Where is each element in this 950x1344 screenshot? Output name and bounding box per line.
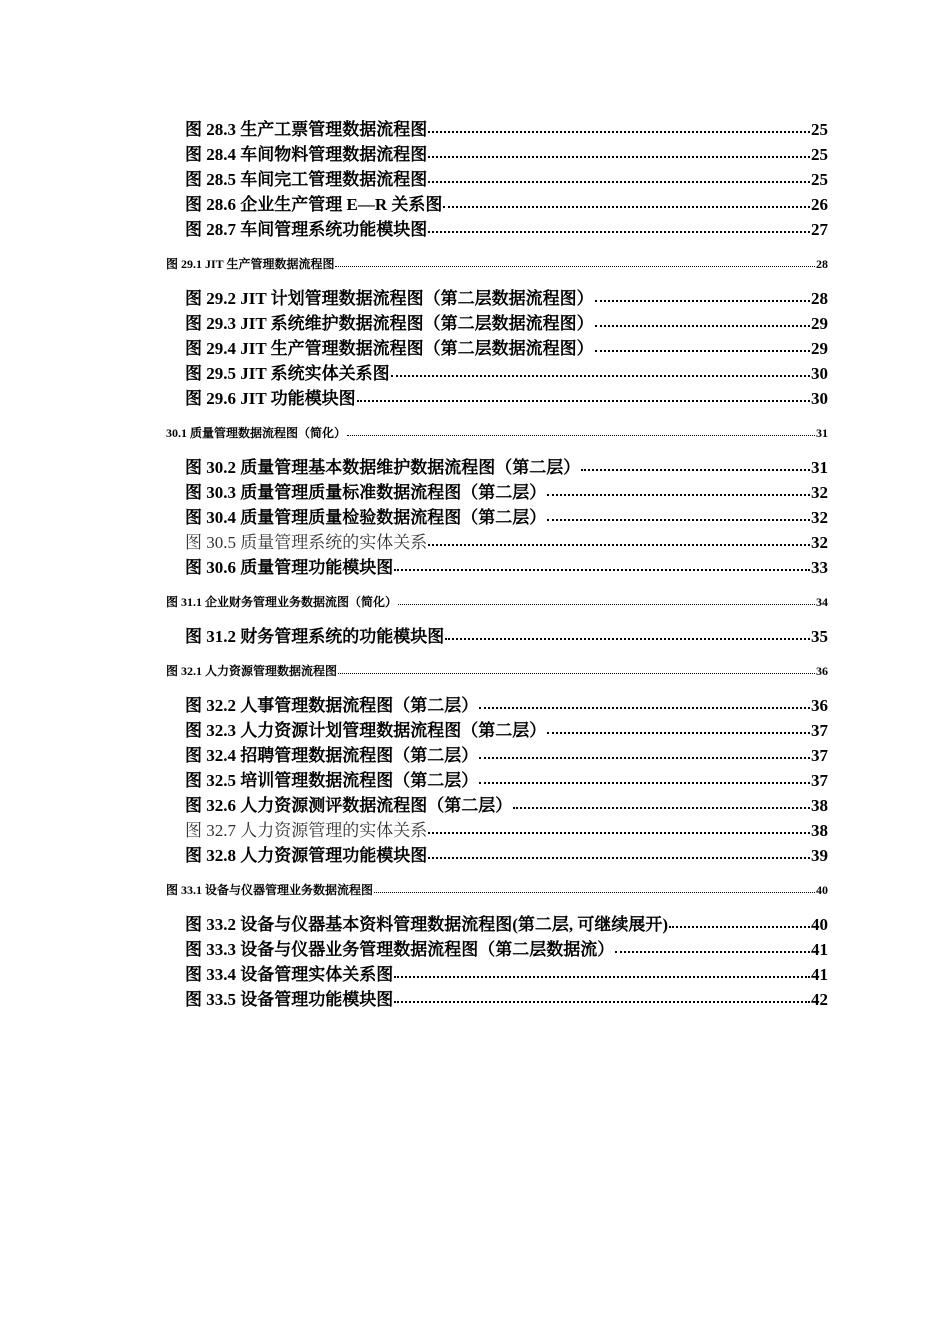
toc-entry[interactable] — [0, 480, 950, 505]
dot-leader — [374, 882, 815, 894]
toc-entry-page-number: 36 — [811, 696, 828, 715]
toc-entry[interactable] — [0, 912, 950, 937]
toc-entry[interactable] — [0, 411, 950, 455]
toc-entry[interactable] — [0, 336, 950, 361]
toc-entry[interactable] — [0, 649, 950, 693]
dot-leader — [445, 625, 810, 642]
toc-entry-title: 30.1 质量管理数据流程图（简化） — [166, 426, 347, 440]
dot-leader — [357, 387, 810, 404]
toc-entry-page-number: 26 — [811, 195, 828, 214]
toc-entry[interactable] — [0, 386, 950, 411]
toc-entry[interactable] — [0, 555, 950, 580]
toc-entry-page-number: 38 — [811, 796, 828, 815]
toc-entry-page-number: 41 — [811, 940, 828, 959]
dot-leader — [347, 425, 815, 437]
dot-leader — [479, 694, 810, 711]
dot-leader — [595, 337, 810, 354]
toc-entry-page-number: 40 — [816, 883, 828, 897]
toc-entry-title: 图 28.5 车间完工管理数据流程图 — [185, 170, 428, 189]
toc-entry[interactable] — [0, 962, 950, 987]
toc-entry-title: 图 29.1 JIT 生产管理数据流程图 — [166, 257, 335, 271]
dot-leader — [338, 663, 815, 675]
toc-entry[interactable] — [0, 743, 950, 768]
toc-entry-page-number: 34 — [816, 595, 828, 609]
toc-entry[interactable] — [0, 505, 950, 530]
toc-entry-title: 图 32.4 招聘管理数据流程图（第二层） — [185, 746, 479, 765]
dot-leader — [428, 118, 810, 135]
toc-entry[interactable] — [0, 455, 950, 480]
dot-leader — [547, 719, 810, 736]
dot-leader — [615, 938, 810, 955]
toc-entry[interactable] — [0, 987, 950, 1012]
toc-entry[interactable] — [0, 286, 950, 311]
toc-entry-title: 图 33.5 设备管理功能模块图 — [185, 990, 394, 1009]
toc-entry[interactable] — [0, 793, 950, 818]
toc-entry-page-number: 32 — [811, 533, 828, 552]
toc-entry-title: 图 32.8 人力资源管理功能模块图 — [185, 846, 428, 865]
toc-entry[interactable] — [0, 117, 950, 142]
toc-entry-title: 图 30.5 质量管理系统的实体关系 — [185, 533, 428, 552]
dot-leader — [547, 481, 810, 498]
toc-entry-title: 图 29.6 JIT 功能模块图 — [185, 389, 356, 408]
toc-entry-title: 图 33.1 设备与仪器管理业务数据流程图 — [166, 883, 374, 897]
toc-entry[interactable] — [0, 624, 950, 649]
toc-entry-page-number: 37 — [811, 721, 828, 740]
toc-entry-page-number: 28 — [811, 289, 828, 308]
toc-entry-page-number: 29 — [811, 339, 828, 358]
toc-entry[interactable] — [0, 530, 950, 555]
dot-leader — [669, 913, 810, 930]
dot-leader — [428, 819, 810, 836]
toc-entry-page-number: 28 — [816, 257, 828, 271]
toc-entry-title: 图 33.4 设备管理实体关系图 — [185, 965, 394, 984]
toc-entry-page-number: 35 — [811, 627, 828, 646]
dot-leader — [394, 556, 810, 573]
toc-entry-page-number: 33 — [811, 558, 828, 577]
toc-entry-page-number: 42 — [811, 990, 828, 1009]
toc-entry-title: 图 31.2 财务管理系统的功能模块图 — [185, 627, 445, 646]
toc-entry-page-number: 30 — [811, 389, 828, 408]
table-of-contents — [0, 117, 950, 1012]
dot-leader — [547, 506, 810, 523]
toc-entry[interactable] — [0, 361, 950, 386]
dot-leader — [398, 594, 815, 606]
dot-leader — [394, 988, 810, 1005]
dot-leader — [443, 193, 810, 210]
toc-entry-page-number: 29 — [811, 314, 828, 333]
toc-entry[interactable] — [0, 217, 950, 242]
toc-entry-page-number: 25 — [811, 120, 828, 139]
toc-entry-title: 图 29.5 JIT 系统实体关系图 — [185, 364, 390, 383]
toc-entry[interactable] — [0, 242, 950, 286]
toc-entry-page-number: 37 — [811, 746, 828, 765]
toc-entry-page-number: 27 — [811, 220, 828, 239]
dot-leader — [479, 744, 810, 761]
toc-entry-title: 图 32.7 人力资源管理的实体关系 — [185, 821, 428, 840]
toc-entry-title: 图 33.3 设备与仪器业务管理数据流程图（第二层数据流） — [185, 940, 615, 959]
toc-entry-page-number: 31 — [811, 458, 828, 477]
toc-entry-title: 图 28.4 车间物料管理数据流程图 — [185, 145, 428, 164]
toc-entry[interactable] — [0, 868, 950, 912]
toc-entry-title: 图 32.5 培训管理数据流程图（第二层） — [185, 771, 479, 790]
dot-leader — [428, 168, 810, 185]
toc-entry[interactable] — [0, 937, 950, 962]
dot-leader — [479, 769, 810, 786]
toc-entry[interactable] — [0, 142, 950, 167]
toc-entry-page-number: 36 — [816, 664, 828, 678]
toc-entry[interactable] — [0, 311, 950, 336]
toc-entry-title: 图 30.2 质量管理基本数据维护数据流程图（第二层） — [185, 458, 581, 477]
toc-entry-page-number: 38 — [811, 821, 828, 840]
dot-leader — [581, 456, 810, 473]
dot-leader — [595, 312, 810, 329]
toc-entry-page-number: 40 — [811, 915, 828, 934]
dot-leader — [391, 362, 810, 379]
toc-entry-title: 图 30.3 质量管理质量标准数据流程图（第二层） — [185, 483, 547, 502]
toc-entry-title: 图 30.6 质量管理功能模块图 — [185, 558, 394, 577]
toc-entry-page-number: 32 — [811, 483, 828, 502]
toc-entry[interactable] — [0, 693, 950, 718]
dot-leader — [428, 218, 810, 235]
toc-entry[interactable] — [0, 818, 950, 843]
dot-leader — [513, 794, 810, 811]
toc-entry-title: 图 28.7 车间管理系统功能模块图 — [185, 220, 428, 239]
toc-entry-title: 图 29.4 JIT 生产管理数据流程图（第二层数据流程图） — [185, 339, 594, 358]
toc-entry-title: 图 28.3 生产工票管理数据流程图 — [185, 120, 428, 139]
toc-entry-page-number: 32 — [811, 508, 828, 527]
toc-entry-title: 图 32.2 人事管理数据流程图（第二层） — [185, 696, 479, 715]
dot-leader — [394, 963, 810, 980]
toc-entry-title: 图 32.6 人力资源测评数据流程图（第二层） — [185, 796, 513, 815]
toc-entry-page-number: 30 — [811, 364, 828, 383]
dot-leader — [335, 256, 815, 268]
dot-leader — [428, 143, 810, 160]
toc-entry-title: 图 29.2 JIT 计划管理数据流程图（第二层数据流程图） — [185, 289, 594, 308]
toc-entry-page-number: 25 — [811, 145, 828, 164]
toc-entry-title: 图 33.2 设备与仪器基本资料管理数据流程图(第二层, 可继续展开) — [185, 915, 669, 934]
toc-entry[interactable] — [0, 718, 950, 743]
toc-entry-title: 图 28.6 企业生产管理 E—R 关系图 — [185, 195, 443, 214]
toc-entry[interactable] — [0, 167, 950, 192]
toc-entry-page-number: 39 — [811, 846, 828, 865]
toc-entry-page-number: 25 — [811, 170, 828, 189]
toc-entry-page-number: 37 — [811, 771, 828, 790]
toc-entry-title: 图 32.3 人力资源计划管理数据流程图（第二层） — [185, 721, 547, 740]
toc-entry[interactable] — [0, 768, 950, 793]
dot-leader — [428, 531, 810, 548]
dot-leader — [428, 844, 810, 861]
toc-entry-title: 图 29.3 JIT 系统维护数据流程图（第二层数据流程图） — [185, 314, 594, 333]
toc-entry-page-number: 41 — [811, 965, 828, 984]
toc-entry[interactable] — [0, 192, 950, 217]
toc-entry-title: 图 32.1 人力资源管理数据流程图 — [166, 664, 338, 678]
toc-entry-title: 图 30.4 质量管理质量检验数据流程图（第二层） — [185, 508, 547, 527]
dot-leader — [595, 287, 810, 304]
toc-entry[interactable] — [0, 843, 950, 868]
toc-entry-title: 图 31.1 企业财务管理业务数据流图（简化） — [166, 595, 398, 609]
toc-entry-page-number: 31 — [816, 426, 828, 440]
toc-entry[interactable] — [0, 580, 950, 624]
